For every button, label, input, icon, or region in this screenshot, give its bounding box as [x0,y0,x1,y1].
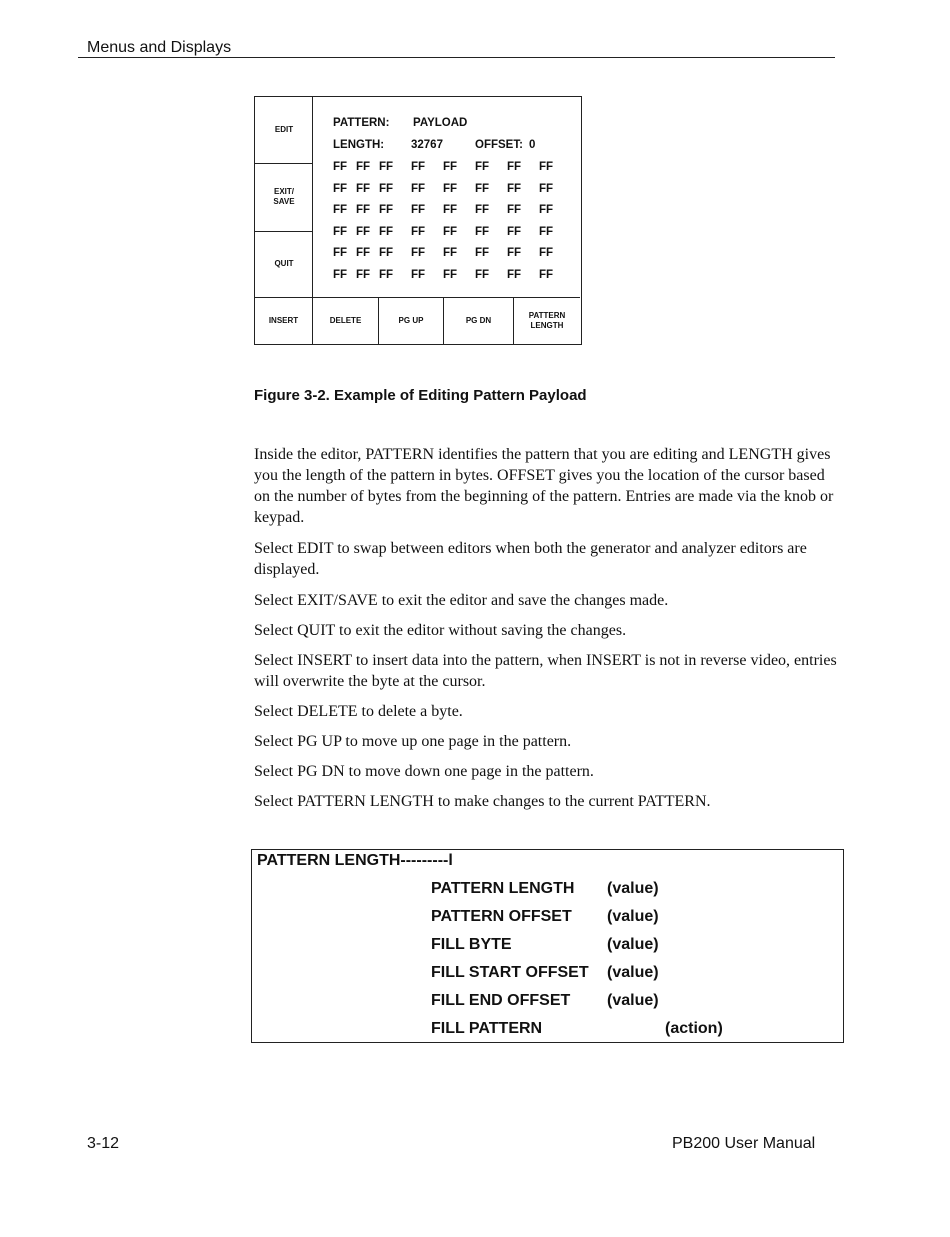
softkey-divider [255,231,313,232]
length-label: LENGTH: [333,139,385,151]
paragraph-intro: Inside the editor, PATTERN identifies the pattern that you are editing and LENGTH gives you the length of the pattern in bytes. OFFSET gives you the location of the cursor based on the number of bytes from the beginning of the pattern. Entries are made via the knob or keypad. [254,446,834,526]
softkey-edit: EDIT [274,125,294,134]
hex-byte: FF [539,247,554,259]
menu-item-label: FILL BYTE [431,936,512,953]
softkey-divider [255,163,313,164]
figure-caption: Figure 3-2. Example of Editing Pattern Payload [254,387,587,404]
menu-item-action: (action) [665,1020,723,1037]
hex-byte: FF [356,268,371,281]
hex-byte: FF [443,247,458,259]
hex-byte: FF [475,204,490,216]
hex-byte: FF [333,247,348,259]
hex-byte: FF [443,182,458,195]
hex-byte: FF [356,161,371,173]
hex-byte: FF [507,161,522,173]
bottom-softkey-bar [255,297,580,344]
pattern-label: PATTERN: [333,117,390,129]
hex-byte: FF [411,161,426,173]
menu-item-pattern-length[interactable] [431,880,831,902]
hex-byte: FF [475,247,490,259]
hex-byte: FF [507,225,522,238]
offset-value: 0 [529,139,536,151]
menu-item-value: (value) [607,964,659,981]
paragraph-pg-dn: Select PG DN to move down one page in the pattern. [254,763,594,780]
menu-item-value: (value) [607,936,659,953]
manual-title: PB200 User Manual [672,1135,816,1152]
menu-item-fill-end-offset[interactable] [431,992,831,1014]
hex-byte: FF [507,268,522,281]
paragraph-quit: Select QUIT to exit the editor without saving the changes. [254,622,627,639]
menu-item-fill-start-offset[interactable] [431,964,831,986]
menu-item-pattern-offset[interactable] [431,908,831,930]
menu-item-value: (value) [607,880,659,897]
page-number: 3-12 [87,1135,120,1152]
hex-byte: FF [379,204,394,216]
hex-byte: FF [475,182,490,195]
editor-screen-figure [254,96,582,345]
hex-byte: FF [356,225,371,238]
pattern-value: PAYLOAD [413,117,468,129]
hex-byte: FF [411,225,426,238]
hex-byte: FF [539,182,554,195]
pattern-length-menu [251,849,844,1043]
hex-byte: FF [411,268,426,281]
menu-item-label: PATTERN LENGTH [431,880,575,897]
paragraph-edit: Select EDIT to swap between editors when both the generator and analyzer editors are displayed. [254,540,807,578]
hex-byte: FF [411,182,426,195]
running-header: Menus and Displays [87,39,232,56]
hex-byte: FF [539,161,554,173]
paragraph-pattern-length: Select PATTERN LENGTH to make changes to the current PATTERN. [254,793,711,810]
softkey-quit: QUIT [274,259,294,268]
length-value: 32767 [411,139,443,151]
hex-byte: FF [443,225,458,238]
softkey-pg-dn: PG DN [444,298,514,344]
paragraph-delete: Select DELETE to delete a byte. [254,703,463,720]
hex-byte: FF [356,182,371,195]
paragraph-exit-save: Select EXIT/SAVE to exit the editor and save the changes made. [254,592,669,609]
hex-byte: FF [443,204,458,216]
hex-byte: FF [379,225,394,238]
menu-item-fill-byte[interactable] [431,936,831,958]
paragraph-pg-up: Select PG UP to move up one page in the pattern. [254,733,572,750]
softkey-insert: INSERT [255,298,313,344]
hex-byte: FF [411,204,426,216]
hex-byte: FF [379,182,394,195]
hex-byte: FF [333,204,348,216]
menu-item-label: FILL START OFFSET [431,964,589,981]
menu-item-label: FILL PATTERN [431,1020,543,1037]
hex-byte: FF [333,182,348,195]
hex-byte: FF [539,204,554,216]
hex-byte: FF [507,204,522,216]
hex-byte: FF [333,268,348,281]
hex-byte: FF [411,247,426,259]
hex-byte: FF [379,268,394,281]
hex-byte: FF [539,225,554,238]
menu-item-value: (value) [607,908,659,925]
header-rule [78,57,835,58]
hex-byte: FF [507,247,522,259]
menu-item-label: PATTERN OFFSET [431,908,572,925]
menu-item-fill-pattern[interactable] [431,1020,831,1042]
hex-byte: FF [333,225,348,238]
hex-byte: FF [333,161,348,173]
hex-byte: FF [443,268,458,281]
hex-byte: FF [475,268,490,281]
hex-byte: FF [475,161,490,173]
hex-byte: FF [379,161,394,173]
offset-label: OFFSET: [475,139,523,151]
softkey-pg-up: PG UP [379,298,444,344]
softkey-column [255,97,313,297]
menu-item-label: FILL END OFFSET [431,992,571,1009]
hex-byte: FF [539,268,554,281]
hex-byte: FF [443,161,458,173]
hex-byte: FF [356,204,371,216]
softkey-delete: DELETE [313,298,379,344]
menu-title: PATTERN LENGTH---------l [257,852,453,869]
softkey-pattern-length: PATTERN LENGTH [528,311,566,330]
hex-byte: FF [356,247,371,259]
menu-item-value: (value) [607,992,659,1009]
hex-byte: FF [507,182,522,195]
softkey-exit-save: EXIT/ SAVE [273,187,295,206]
hex-byte: FF [475,225,490,238]
hex-byte: FF [379,247,394,259]
paragraph-insert: Select INSERT to insert data into the pattern, when INSERT is not in reverse video, entries will overwrite the byte at the cursor. [254,652,837,690]
